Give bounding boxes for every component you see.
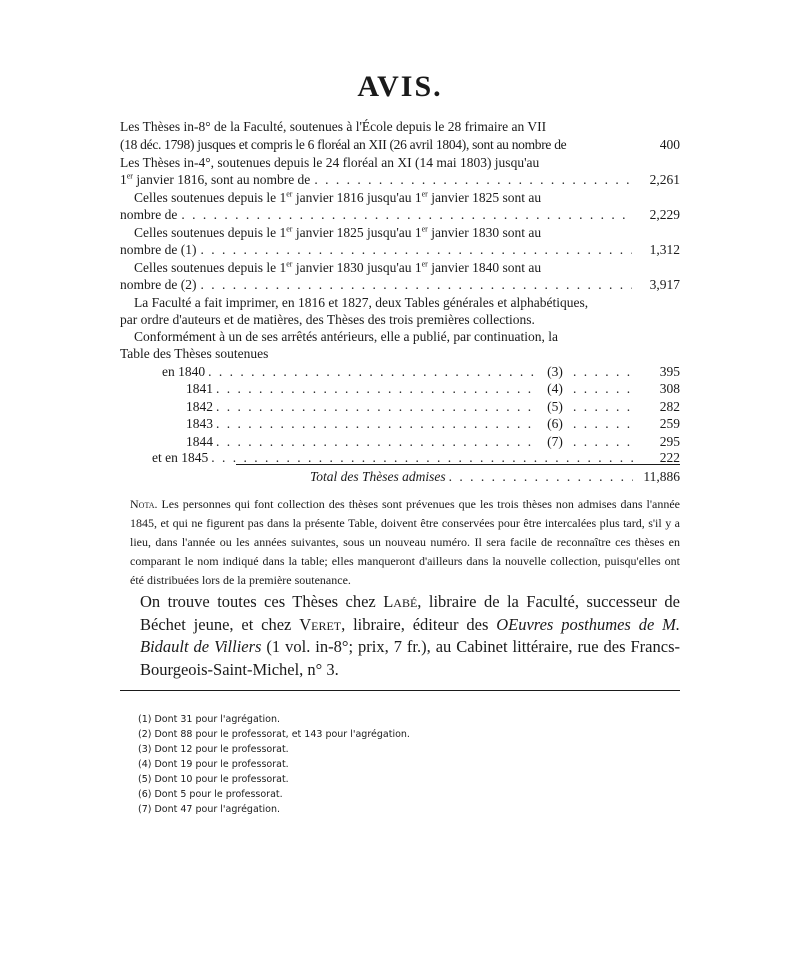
footnote-ref: (6) xyxy=(547,416,563,431)
line-text: (18 déc. 1798) jusques et compris le 6 floréal an XII (26 avril 1804), sont au nombre de xyxy=(120,137,567,152)
text-line xyxy=(120,136,680,153)
line-text: 1er janvier 1816, sont au nombre de xyxy=(120,171,311,187)
year-value: 222 xyxy=(659,450,680,465)
footnote-ref: (7) xyxy=(547,434,563,449)
dot-leader xyxy=(573,398,633,415)
text-line xyxy=(120,294,680,311)
year-value: 282 xyxy=(659,399,680,414)
dot-leader xyxy=(216,415,537,432)
footnote-item: (1) Dont 31 pour l'agrégation. xyxy=(138,714,280,725)
footnote-separator xyxy=(120,690,680,691)
text-line xyxy=(120,276,680,293)
year-row xyxy=(186,380,680,397)
line-text: Celles soutenues depuis le 1er janvier 1816 jusqu'au 1er janvier 1825 sont au xyxy=(134,189,542,205)
dot-leader xyxy=(181,206,632,223)
year-label: et en 1845 xyxy=(152,450,209,465)
total-row xyxy=(310,468,680,485)
text-line xyxy=(120,189,680,206)
text-line xyxy=(120,345,680,362)
footnote-item: (6) Dont 5 pour le professorat. xyxy=(138,789,283,800)
footnote-item: (5) Dont 10 pour le professorat. xyxy=(138,774,289,785)
footnote-item: (4) Dont 19 pour le professorat. xyxy=(138,759,289,770)
year-value: 259 xyxy=(659,416,680,431)
text-line xyxy=(120,154,680,171)
work-title: OEuvres posthumes de M. Bidault de Villiers xyxy=(140,614,680,656)
dot-leader xyxy=(200,276,632,293)
footnote-ref: (3) xyxy=(547,364,563,379)
page-title: AVIS. xyxy=(357,70,443,103)
dot-leader xyxy=(208,363,537,380)
total-value: 11,886 xyxy=(643,469,680,484)
line-text: nombre de xyxy=(120,207,178,222)
year-value: 308 xyxy=(659,381,680,396)
publisher-name: Labé xyxy=(383,592,418,611)
footnote-item: (7) Dont 47 pour l'agrégation. xyxy=(138,804,280,815)
line-text: Celles soutenues depuis le 1er janvier 1830 jusqu'au 1er janvier 1840 sont au xyxy=(134,259,542,275)
line-value: 400 xyxy=(659,137,680,152)
footnote-ref: (4) xyxy=(547,381,563,396)
line-text: Table des Thèses soutenues xyxy=(120,346,269,361)
dot-leader xyxy=(573,363,633,380)
dot-leader xyxy=(314,171,632,188)
dot-leader xyxy=(573,380,633,397)
line-text: nombre de (2) xyxy=(120,277,197,292)
dot-leader xyxy=(573,415,633,432)
year-label: 1841 xyxy=(186,381,213,396)
year-row xyxy=(186,433,680,450)
year-label: 1842 xyxy=(186,399,213,414)
line-text: Les Thèses in-8° de la Faculté, soutenues à l'École depuis le 28 frimaire an VII xyxy=(120,119,547,134)
line-text: La Faculté a fait imprimer, en 1816 et 1827, deux Tables générales et alphabétiques, xyxy=(134,295,589,310)
dot-leader xyxy=(200,241,632,258)
text-line xyxy=(120,224,680,241)
year-label: 1843 xyxy=(186,416,213,431)
line-value: 2,261 xyxy=(649,172,680,187)
footnote-item: (2) Dont 88 pour le professorat, et 143 pour l'agrégation. xyxy=(138,729,410,740)
line-value: 1,312 xyxy=(649,242,680,257)
line-text: Les Thèses in-4°, soutenues depuis le 24 floréal an XI (14 mai 1803) jusqu'au xyxy=(120,155,540,170)
total-rule xyxy=(236,464,680,465)
dot-leader xyxy=(573,433,633,450)
footnote-ref: (5) xyxy=(547,399,563,414)
line-text: nombre de (1) xyxy=(120,242,197,257)
year-row xyxy=(162,363,680,380)
text-line xyxy=(120,241,680,258)
line-text: Conformément à un de ses arrêtés antérieurs, elle a publié, par continuation, la xyxy=(134,329,558,344)
dot-leader xyxy=(216,398,537,415)
year-label: en 1840 xyxy=(162,364,206,379)
line-value: 3,917 xyxy=(649,277,680,292)
publisher-notice: On trouve toutes ces Thèses chez Labé, libraire de la Faculté, successeur de Béchet jeune, et chez Veret, libraire, éditeur des OEuvres posthumes de M. Bidault de Villiers (1 vol. in-8°; prix, 7 fr.), au Cabinet littéraire, rue des Francs-Bourgeois-Saint-Michel, n° 3. xyxy=(140,592,681,679)
dot-leader xyxy=(216,433,537,450)
line-text: Celles soutenues depuis le 1er janvier 1825 jusqu'au 1er janvier 1830 sont au xyxy=(134,224,542,240)
year-row xyxy=(186,398,680,415)
total-label: Total des Thèses admises xyxy=(310,469,446,484)
text-line xyxy=(120,328,680,345)
line-text: par ordre d'auteurs et de matières, des Thèses des trois premières collections. xyxy=(120,312,535,327)
nota-text: Les personnes qui font collection des thèses sont prévenues que les trois thèses non admises dans l'année 1845, et qui ne figurent pas dans la présente Table, doivent être conservées pour être intercalées plus tard, s'il y a lieu, dans l'année ou les années suivantes, sous un nouveau numéro. Il sera facile de reconnaître ces thèses en comparant le nom indiqué dans la table; elles manqueront d'ailleurs dans la nouvelle collection, puisqu'elles ont été distribuées lors de la première soutenance. xyxy=(130,497,681,587)
year-row xyxy=(186,415,680,432)
text-line xyxy=(120,259,680,276)
publisher-name: Veret xyxy=(299,614,342,634)
nota-lead: Nota. xyxy=(130,497,158,511)
dot-leader xyxy=(216,380,537,397)
text-line xyxy=(120,311,680,328)
year-value: 395 xyxy=(659,364,680,379)
text-line xyxy=(120,171,680,188)
year-label: 1844 xyxy=(186,434,213,449)
dot-leader xyxy=(449,468,633,485)
text-line xyxy=(120,206,680,223)
footnote-item: (3) Dont 12 pour le professorat. xyxy=(138,744,289,755)
line-value: 2,229 xyxy=(649,207,680,222)
nota-paragraph xyxy=(130,495,680,590)
text-line xyxy=(120,118,680,135)
year-value: 295 xyxy=(659,434,680,449)
